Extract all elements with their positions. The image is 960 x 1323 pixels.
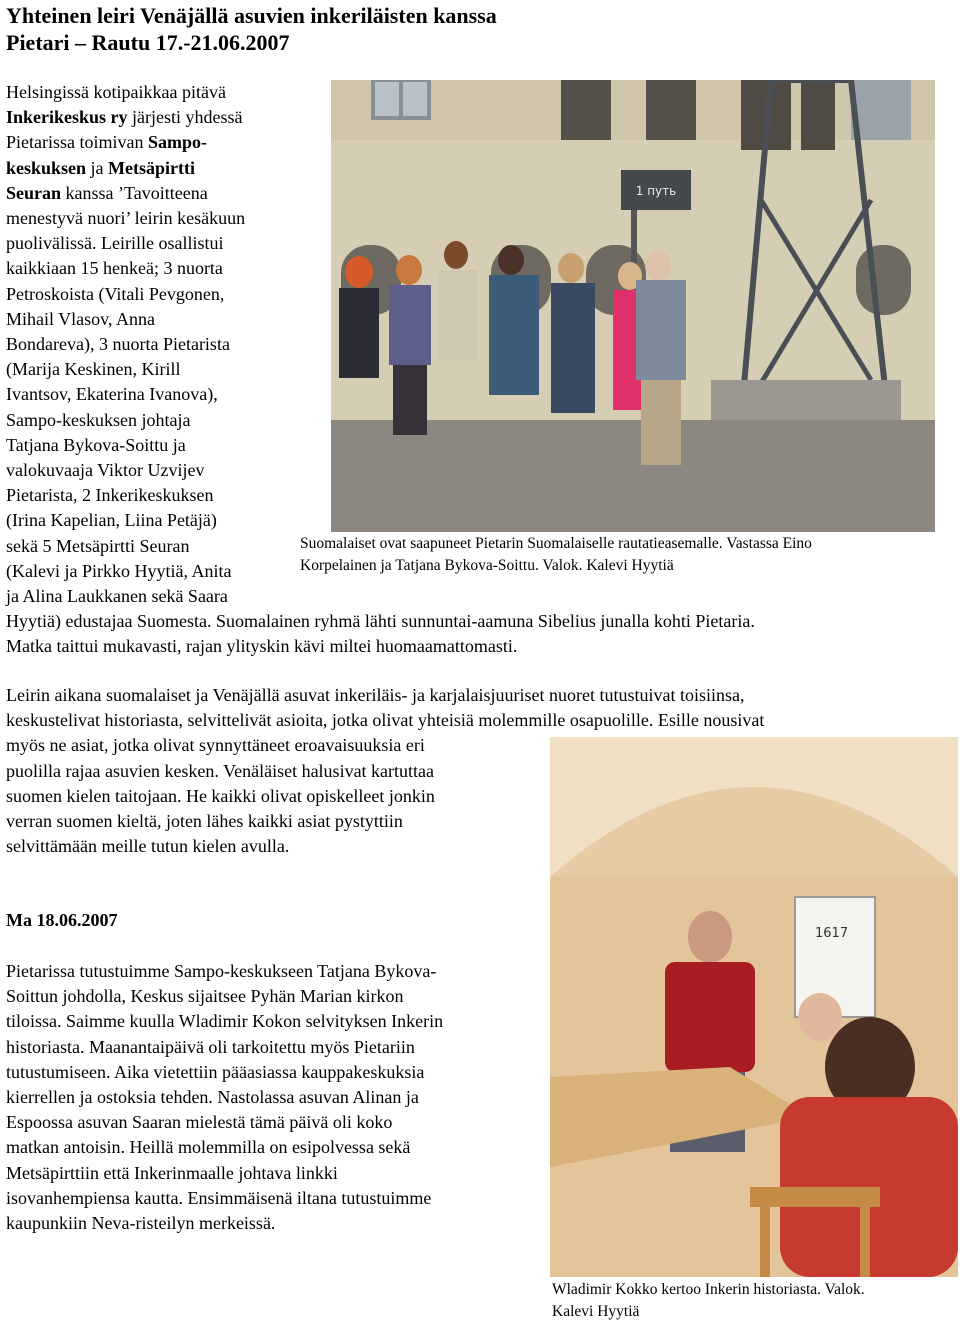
text-line: suomen kielen taitojaan. He kaikki olivat opiskelleet jonkin — [6, 785, 435, 806]
text-line: tiloissa. Saimme kuulla Wladimir Kokon selvityksen Inkerin — [6, 1011, 444, 1032]
text-line: menestyvä nuori’ leirin kesäkuun — [6, 208, 246, 229]
text-line: (Kalevi ja Pirkko Hyytiä, Anita — [6, 560, 232, 581]
photo1-caption — [300, 533, 950, 577]
text-line: Hyytiä) edustajaa Suomesta. Suomalainen ryhmä lähti sunnuntai-aamuna Sibelius junalla kohti Pietaria. — [6, 611, 755, 631]
text-line — [6, 181, 326, 206]
text-line: keskustelivat historiasta, selvittelivät asioita, jotka olivat yhteisiä molemmille osapuolille. Esille nousivat — [6, 710, 765, 731]
text-line: (Irina Kapelian, Liina Petäjä) — [6, 510, 217, 531]
text-line: Ivantsov, Ekaterina Ivanova), — [6, 384, 218, 405]
text-line — [6, 156, 326, 181]
org-name: Metsäpirtti — [108, 157, 196, 178]
lecture-photo-illustration — [550, 737, 958, 1277]
text-line: kaupunkiin Neva-risteilyn merkeissä. — [6, 1213, 276, 1234]
section-heading: Ma 18.06.2007 — [6, 910, 118, 930]
text-line: isovanhempiensa kautta. Ensimmäisenä iltana tutustuimme — [6, 1187, 432, 1208]
text-line: sekä 5 Metsäpirtti Seuran — [6, 535, 190, 556]
caption-line: Korpelainen ja Tatjana Bykova-Soittu. Valok. Kalevi Hyytiä — [300, 557, 674, 574]
intro-paragraph — [6, 80, 326, 609]
text-line: ja Alina Laukkanen sekä Saara — [6, 586, 228, 607]
text-line: myös ne asiat, jotka olivat synnyttäneet eroavaisuuksia eri — [6, 735, 425, 756]
photo2-caption — [552, 1279, 957, 1323]
text-line: puolilla rajaa asuvien kesken. Venäläiset halusivat kartuttaa — [6, 760, 435, 781]
text-line: valokuvaaja Viktor Uzvijev — [6, 460, 205, 481]
lecture-photo — [550, 737, 958, 1277]
board-number: 1617 — [815, 926, 849, 941]
text-line: Leirin aikana suomalaiset ja Venäjällä asuvat inkeriläis- ja karjalaisjuuriset nuoret tutustuivat toisiinsa, — [6, 685, 745, 705]
title-line-1: Yhteinen leiri Venäjällä asuvien inkeriläisten kanssa — [6, 3, 497, 28]
caption-line: Kalevi Hyytiä — [552, 1303, 640, 1320]
text-line: tutustumiseen. Aika vietettiin pääasiassa kauppakeskuksia — [6, 1061, 425, 1082]
text-span: kanssa ’Tavoitteena — [61, 182, 208, 203]
text-line: historiasta. Maanantaipäivä oli tarkoitettu myös Pietariin — [6, 1036, 415, 1057]
text-span: ja — [86, 157, 109, 178]
caption-line: Suomalaiset ovat saapuneet Pietarin Suomalaiselle rautatieasemalle. Vastassa Eino — [300, 535, 812, 552]
intro-paragraph-continued — [6, 609, 956, 659]
caption-line: Wladimir Kokko kertoo Inkerin historiasta. Valok. — [552, 1281, 865, 1298]
text-line: matkan antoisin. Heillä molemmilla on esipolvessa sekä — [6, 1137, 411, 1158]
text-line: Espoossa asuvan Saaran mielestä tämä päivä oli koko — [6, 1112, 393, 1133]
paragraph-monday — [6, 959, 546, 1236]
text-line: Pietarista, 2 Inkerikeskuksen — [6, 485, 214, 506]
org-name: Inkerikeskus ry — [6, 107, 128, 128]
text-line: Pietarissa tutustuimme Sampo-keskukseen Tatjana Bykova- — [6, 961, 437, 981]
title-line-2: Pietari – Rautu 17.-21.06.2007 — [6, 30, 290, 55]
text-line: puolivälissä. Leirille osallistui — [6, 233, 224, 254]
platform-sign-text: 1 путь — [635, 184, 677, 198]
text-line: Soittun johdolla, Keskus sijaitsee Pyhän Marian kirkon — [6, 986, 404, 1007]
text-line: kierrellen ja ostoksia tehden. Nastolassa asuvan Alinan ja — [6, 1087, 419, 1108]
text-line: kaikkiaan 15 henkeä; 3 nuorta — [6, 258, 223, 279]
text-line: verran suomen kieltä, joten lähes kaikki asiat pystyttiin — [6, 811, 403, 832]
text-line — [6, 130, 326, 155]
text-line: Mihail Vlasov, Anna — [6, 308, 155, 329]
station-photo-illustration — [331, 80, 935, 532]
text-span: Pietarissa toimivan — [6, 132, 148, 153]
org-name: keskuksen — [6, 157, 87, 178]
text-line: (Marija Keskinen, Kirill — [6, 359, 181, 380]
text-line: Metsäpirttiin että Inkerinmaalle johtava linkki — [6, 1162, 338, 1183]
station-group-photo — [331, 80, 935, 532]
page-title — [6, 2, 497, 56]
text-line: Sampo-keskuksen johtaja — [6, 409, 191, 430]
text-line — [6, 105, 326, 130]
text-line: selvittämään meille tutun kielen avulla. — [6, 836, 290, 857]
org-name: Sampo- — [147, 132, 207, 153]
text-line: Petroskoista (Vitali Pevgonen, — [6, 283, 225, 304]
org-name: Seuran — [6, 182, 62, 203]
text-line: Bondareva), 3 nuorta Pietarista — [6, 334, 230, 355]
text-line: Tatjana Bykova-Soittu ja — [6, 434, 186, 455]
text-line: Matka taittui mukavasti, rajan ylityskin kävi miltei huomaamattomasti. — [6, 636, 518, 657]
text-line: Helsingissä kotipaikkaa pitävä — [6, 82, 226, 102]
text-span: järjesti yhdessä — [127, 107, 243, 128]
